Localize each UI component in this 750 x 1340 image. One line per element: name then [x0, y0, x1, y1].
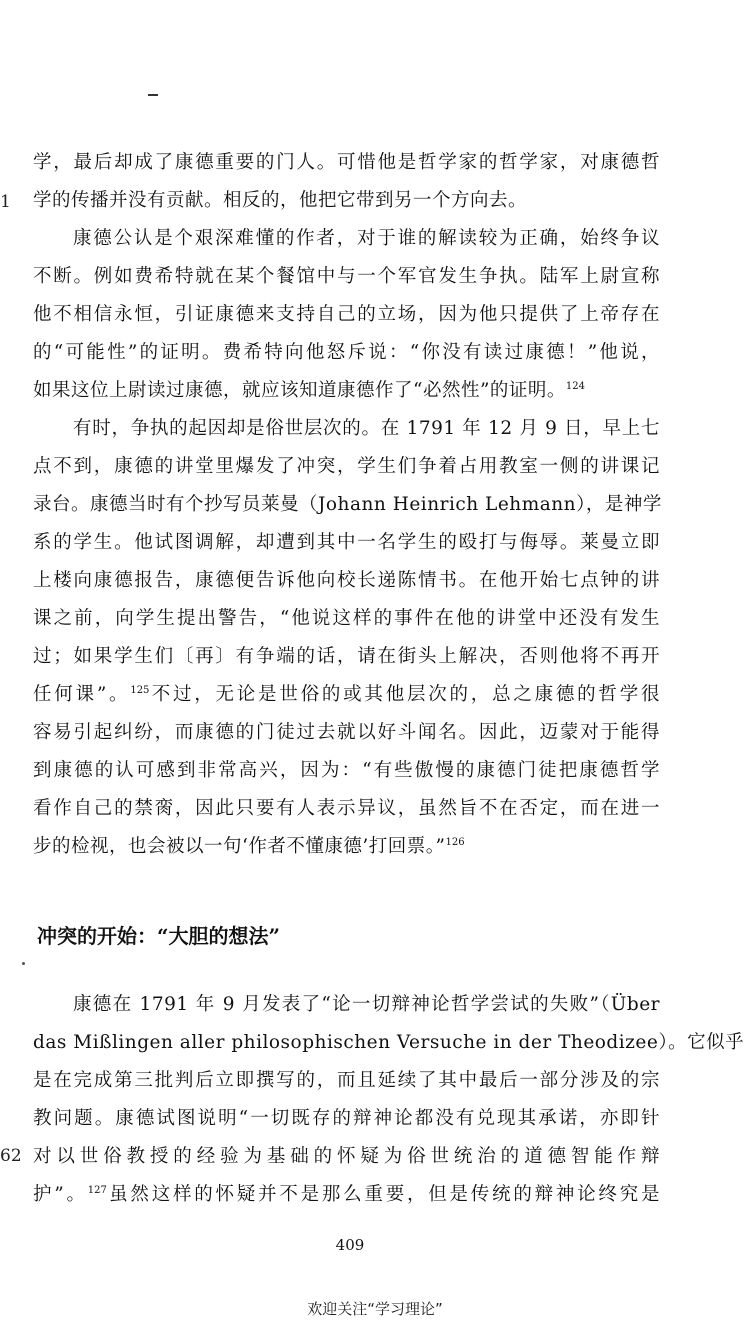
text-line	[33, 376, 660, 408]
section-heading: 冲突的开始：“大胆的想法”	[37, 924, 281, 948]
text-line: 看作自己的禁脔，因此只要有人表示异议，虽然旨不在否定，而在进一	[33, 798, 660, 819]
footer-note: 欢迎关注“学习理论”	[307, 1300, 443, 1318]
text-fragment: 不过，无论是世俗的或其他层次的，总之康德的哲学很	[149, 684, 660, 705]
text-line: 课之前，向学生提出警告，“他说这样的事件在他的讲堂中还没有发生	[33, 608, 660, 629]
footnote-marker: 125	[130, 684, 150, 696]
margin-number: 1	[0, 192, 11, 212]
text-line: 学，最后却成了康德重要的门人。可惜他是哲学家的哲学家，对康德哲	[33, 152, 660, 173]
footnote-marker: 126	[445, 836, 465, 848]
text-line: 点不到，康德的讲堂里爆发了冲突，学生们争着占用教室一侧的讲课记	[33, 456, 660, 477]
text-line: 对以世俗教授的经验为基础的怀疑为俗世统治的道德智能作辩	[33, 1146, 660, 1167]
text-fragment: 护”。	[33, 1184, 88, 1205]
text-line: 上楼向康德报告，康德便告诉他向校长递陈情书。在他开始七点钟的讲	[33, 570, 660, 591]
page-number: 409	[335, 1236, 365, 1254]
text-line: 教问题。康德试图说明“一切既存的辩神论都没有兑现其承诺，亦即针	[33, 1108, 660, 1129]
margin-number: 62	[0, 1146, 22, 1166]
text-line: 容易引起纠纷，而康德的门徒过去就以好斗闻名。因此，迈蒙对于能得	[33, 722, 660, 743]
text-line	[33, 1180, 660, 1212]
text-line: 有时，争执的起因却是俗世层次的。在 1791 年 12 月 9 日，早上七	[73, 418, 660, 439]
text-line: 到康德的认可感到非常高兴，因为：“有些傲慢的康德门徒把康德哲学	[33, 760, 660, 781]
text-line: 是在完成第三批判后立即撰写的，而且延续了其中最后一部分涉及的宗	[33, 1070, 660, 1091]
text-line	[33, 832, 660, 864]
text-line: 他不相信永恒，引证康德来支持自己的立场，因为他只提供了上帝存在	[33, 304, 660, 325]
text-fragment: 如果这位上尉读过康德，就应该知道康德作了“必然性”的证明。	[33, 380, 566, 401]
text-line: das Mißlingen aller philosophischen Versuche in der Theodizee）。它似乎	[33, 1032, 745, 1053]
scan-artifact-dot	[22, 962, 25, 965]
text-fragment: 任何课”。	[33, 684, 131, 705]
text-line: 不断。例如费希特就在某个餐馆中与一个军官发生争执。陆军上尉宣称	[33, 266, 660, 287]
text-line: 系的学生。他试图调解，却遭到其中一名学生的殴打与侮辱。莱曼立即	[33, 532, 660, 553]
text-fragment: 步的检视，也会被以一句‘作者不懂康德’打回票。”	[33, 836, 446, 857]
text-line: 过；如果学生们〔再〕有争端的话，请在街头上解决，否则他将不再开	[33, 646, 660, 667]
text-line: 康德在 1791 年 9 月发表了“论一切辩神论哲学尝试的失败”（Über	[73, 994, 660, 1015]
footnote-marker: 124	[565, 380, 586, 392]
text-line: 录台。康德当时有个抄写员莱曼（Johann Heinrich Lehmann），是神学	[33, 494, 662, 515]
text-fragment: 虽然这样的怀疑并不是那么重要，但是传统的辩神论终究是	[106, 1184, 660, 1205]
footnote-marker: 127	[87, 1184, 107, 1196]
text-line: 学的传播并没有贡献。相反的，他把它带到另一个方向去。	[33, 190, 528, 211]
text-line	[33, 680, 660, 712]
scan-artifact-mark	[148, 94, 158, 96]
text-line: 康德公认是个艰深难懂的作者，对于谁的解读较为正确，始终争议	[73, 228, 660, 249]
text-line: 的“可能性”的证明。费希特向他怒斥说：“你没有读过康德！”他说，	[33, 342, 660, 363]
